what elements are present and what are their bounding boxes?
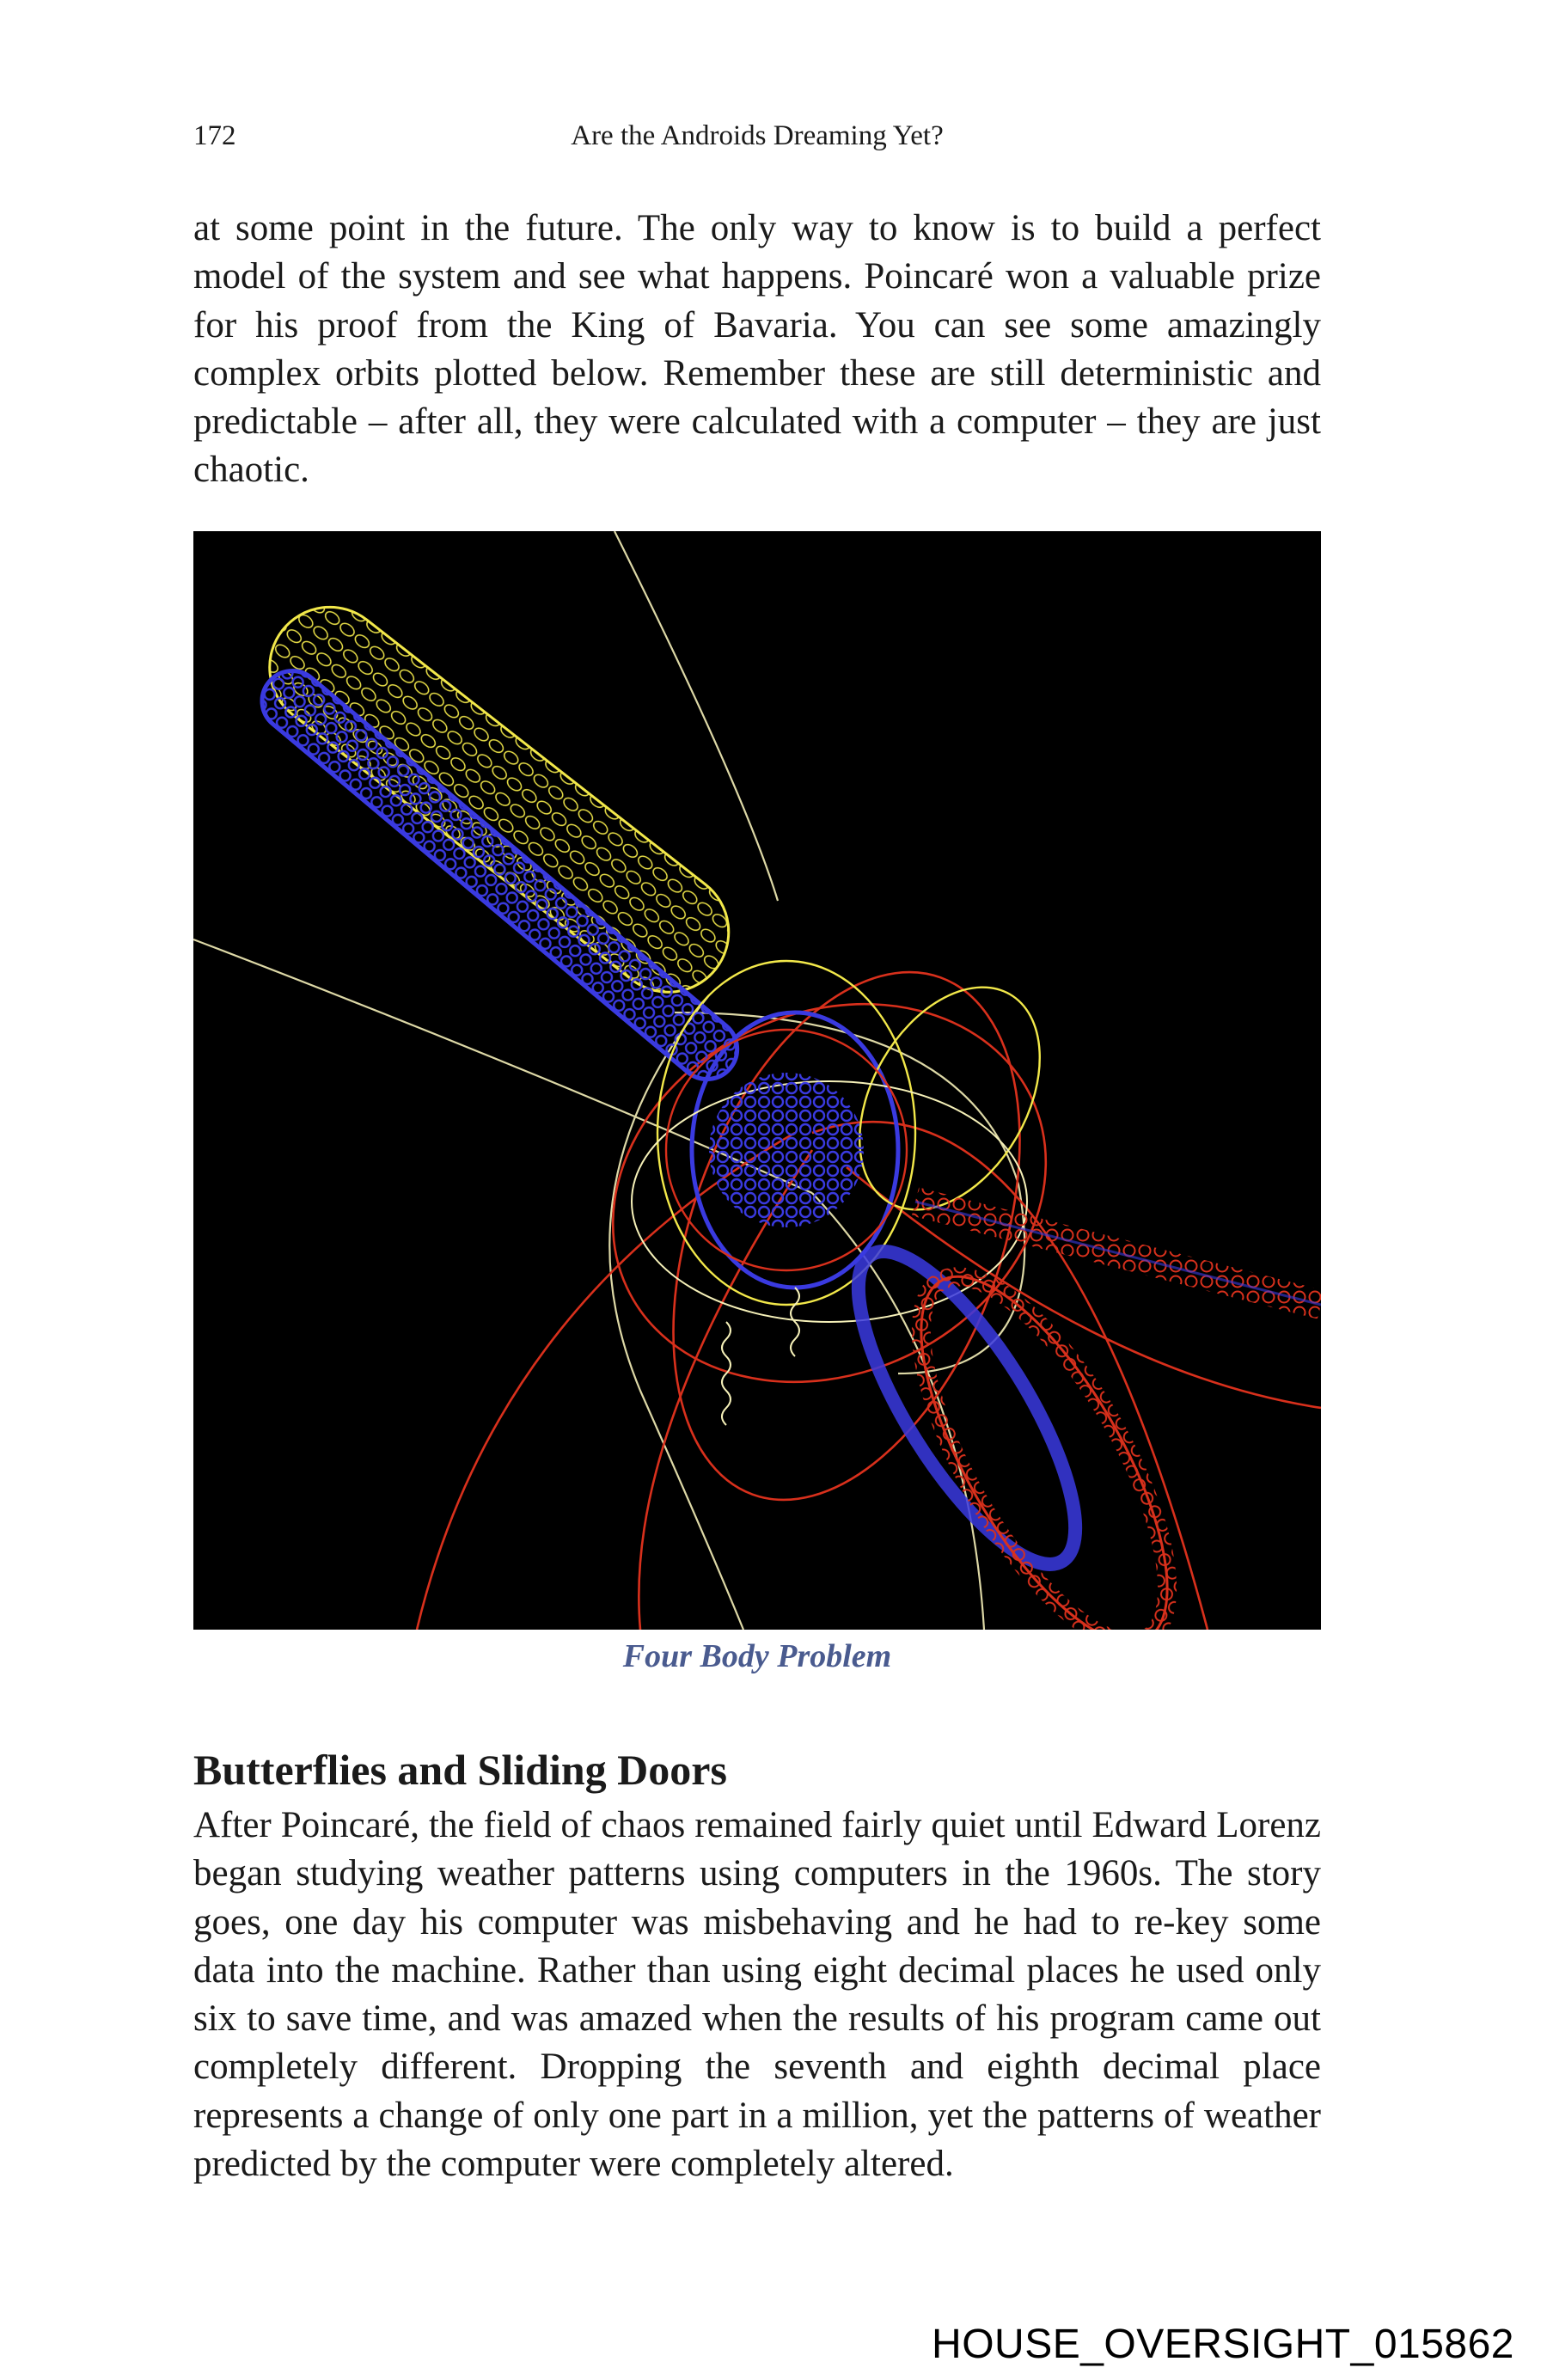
intro-paragraph: at some point in the future. The only way to know is to build a perfect model of the system and see what happens. Poincaré won a valuable prize for his proof from the King of Bavaria. You can see some amazingly complex orbits plotted below. Remember these are still deterministic and predictable – after all, they were calculated with a computer – they are just chaotic. — [193, 208, 1321, 491]
bates-number: HOUSE_OVERSIGHT_015862 — [932, 2322, 1514, 2367]
page-header — [193, 120, 1321, 162]
page-number: 172 — [193, 120, 236, 151]
lorenz-paragraph: After Poincaré, the field of chaos remained fairly quiet until Edward Lorenz began studying weather patterns using computers in the 1960s. The story goes, one day his computer was misbehaving and he had to re-key some data into the machine. Rather than using eight decimal places he used only six to save time, and was amazed when the results of his program came out completely different. Dropping the seventh and eighth decimal place represents a change of only one part in a million, yet the patterns of weather predicted by the computer were completely altered. — [193, 1805, 1321, 2185]
figure-caption: Four Body Problem — [622, 1638, 892, 1674]
section-heading: Butterflies and Sliding Doors — [193, 1746, 727, 1794]
four-body-orbit-figure — [193, 531, 1321, 1630]
running-title: Are the Androids Dreaming Yet? — [571, 120, 944, 151]
